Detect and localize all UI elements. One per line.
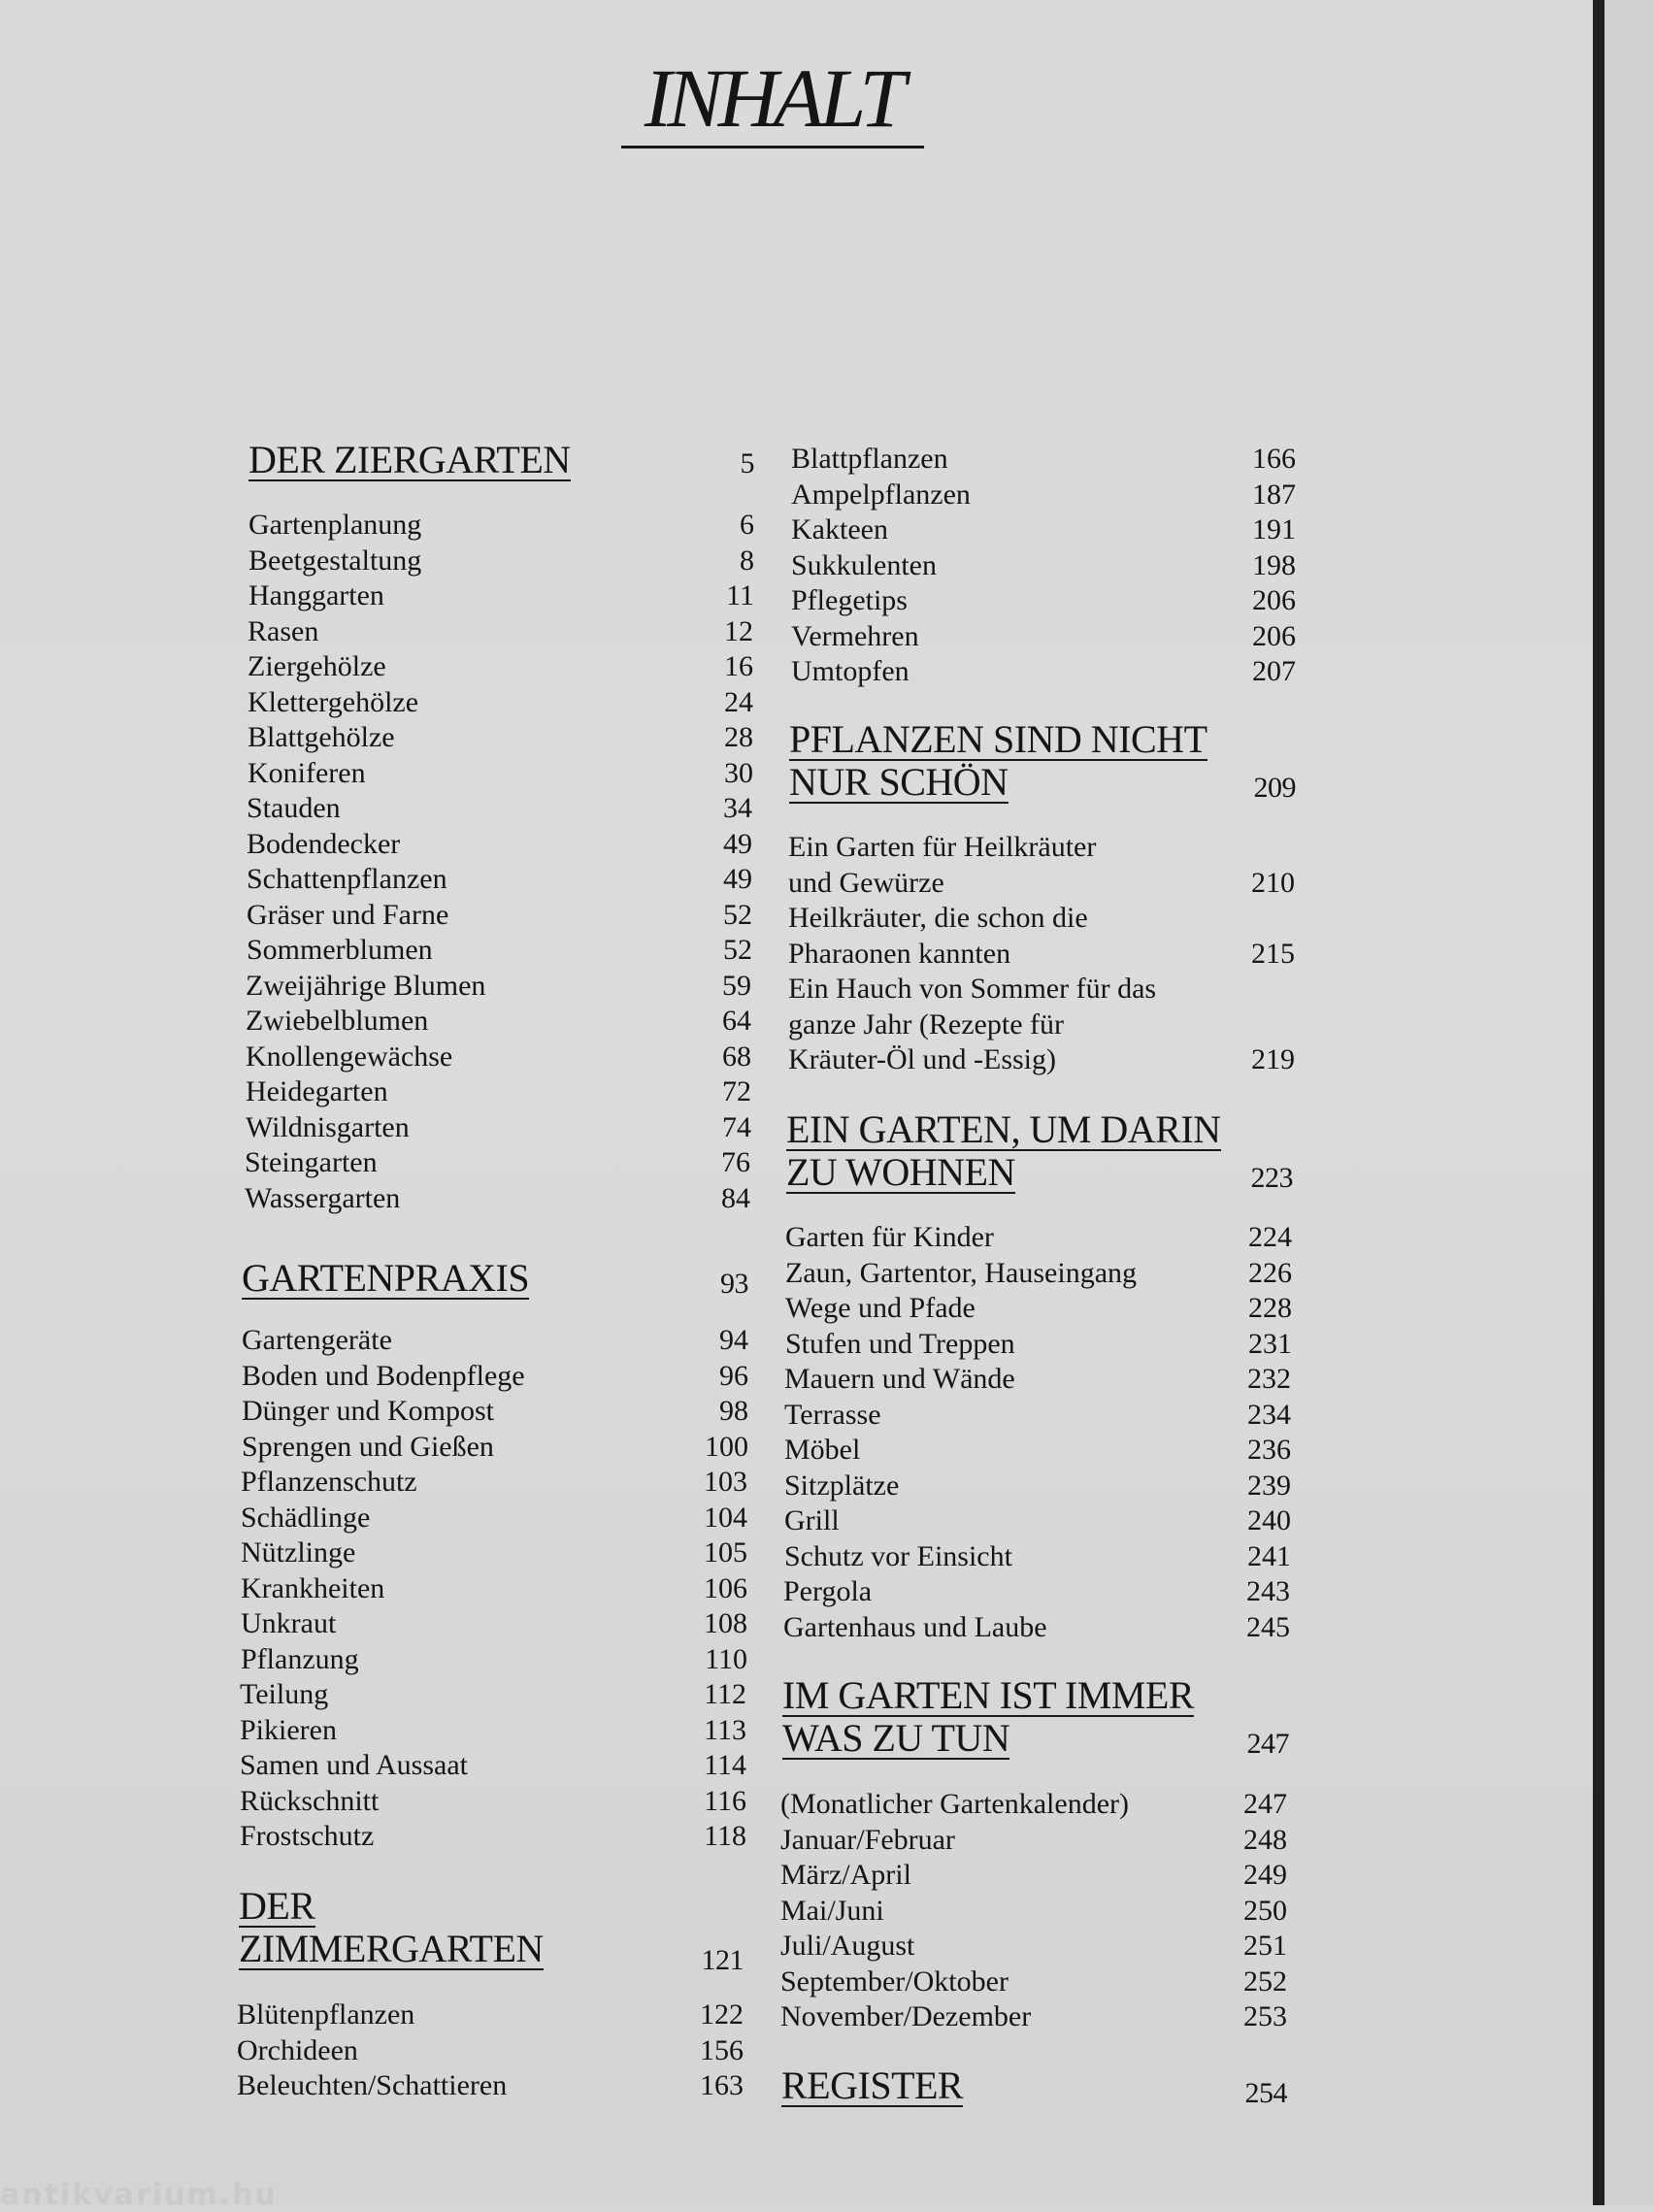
section-heading-line: EIN GARTEN, UM DARIN: [786, 1107, 1221, 1151]
entry-page-number: 232: [1247, 1363, 1291, 1395]
section-heading-line: WAS ZU TUN: [782, 1716, 1010, 1760]
entry-page-number: 52: [723, 934, 752, 966]
entry-title: Frostschutz: [240, 1820, 375, 1852]
section-heading-line: DER: [239, 1884, 315, 1928]
entry-page-number: 49: [723, 827, 752, 860]
entry-page-number: 8: [740, 544, 754, 577]
entry-title: Bodendecker: [247, 827, 401, 860]
section-heading-line: DER ZIERGARTEN: [248, 438, 571, 481]
entry-title: Boden und Bodenpflege: [242, 1359, 525, 1392]
entry-title: Zwiebelblumen: [246, 1005, 429, 1037]
entry-title: Schädlinge: [241, 1501, 371, 1534]
entry-title: Mai/Juni: [780, 1894, 884, 1927]
entry-title: Schattenpflanzen: [247, 863, 447, 895]
entry-title: Blattgehölze: [248, 721, 395, 753]
entry-title: Knollengewächse: [246, 1040, 453, 1073]
entry-page-number: 239: [1247, 1469, 1291, 1502]
entry-title: Pergola: [783, 1575, 873, 1607]
section-heading-line: IM GARTEN IST IMMER: [782, 1673, 1195, 1717]
entry-page-number: 52: [723, 898, 752, 931]
entry-page-number: 100: [705, 1430, 748, 1463]
entry-title: Wassergarten: [245, 1181, 401, 1214]
entry-page-number: 206: [1252, 619, 1296, 652]
entry-page-number: 198: [1252, 548, 1296, 581]
entry-title: Pharaonen kannten: [788, 937, 1011, 970]
section-heading-line: PFLANZEN SIND NICHT: [789, 717, 1207, 761]
entry-page-number: 187: [1252, 478, 1296, 511]
entry-title: ganze Jahr (Rezepte für: [788, 1007, 1065, 1040]
entry-page-number: 76: [721, 1146, 750, 1178]
entry-title: Stufen und Treppen: [785, 1327, 1015, 1360]
entry-page-number: 245: [1246, 1610, 1290, 1643]
entry-page-number: 215: [1251, 937, 1295, 970]
entry-page-number: 59: [722, 969, 751, 1002]
entry-title: Möbel: [784, 1434, 861, 1466]
entry-page-number: 243: [1246, 1575, 1290, 1607]
entry-title: Ein Garten für Heilkräuter: [788, 831, 1097, 863]
entry-page-number: 207: [1252, 655, 1296, 687]
entry-title: Beetgestaltung: [248, 544, 422, 577]
entry-title: Krankheiten: [241, 1571, 385, 1604]
entry-page-number: 49: [723, 863, 752, 895]
entry-title: Wege und Pfade: [785, 1292, 976, 1324]
entry-title: Unkraut: [241, 1607, 337, 1639]
entry-title: Pflegetips: [791, 584, 908, 616]
entry-page-number: 250: [1243, 1894, 1287, 1927]
entry-title: Kräuter-Öl und -Essig): [788, 1043, 1056, 1075]
entry-page-number: 240: [1247, 1504, 1291, 1536]
entry-title: Samen und Aussaat: [240, 1749, 468, 1781]
entry-title: Vermehren: [791, 619, 919, 652]
entry-title: Heilkräuter, die schon die: [788, 902, 1088, 934]
entry-page-number: 16: [724, 650, 753, 682]
entry-page-number: 84: [721, 1181, 750, 1214]
entry-page-number: 64: [722, 1005, 751, 1037]
section-page-number: 121: [701, 1944, 744, 1976]
entry-title: Terrasse: [784, 1398, 881, 1431]
entry-title: März/April: [780, 1859, 911, 1891]
entry-title: Blütenpflanzen: [237, 1998, 415, 2030]
entry-page-number: 108: [704, 1607, 747, 1639]
entry-page-number: 6: [740, 509, 754, 541]
entry-title: Gartenplanung: [248, 509, 422, 541]
entry-title: Umtopfen: [791, 655, 910, 687]
entry-title: Grill: [784, 1504, 840, 1536]
entry-page-number: 106: [704, 1571, 747, 1604]
entry-title: Hanggarten: [248, 579, 384, 611]
section-page-number: 223: [1250, 1162, 1293, 1194]
entry-title: Ziergehölze: [248, 650, 386, 682]
entry-title: Rasen: [248, 614, 319, 647]
entry-title: Beleuchten/Schattieren: [237, 2069, 508, 2101]
section-page-number: 209: [1253, 772, 1296, 804]
section-page-number: 5: [740, 447, 754, 479]
entry-title: Klettergehölze: [248, 685, 419, 718]
entry-title: Sprengen und Gießen: [242, 1430, 494, 1463]
entry-page-number: 206: [1252, 584, 1296, 616]
entry-page-number: 234: [1247, 1398, 1291, 1431]
entry-page-number: 74: [722, 1110, 751, 1143]
entry-title: Ampelpflanzen: [791, 478, 971, 511]
entry-title: (Monatlicher Gartenkalender): [780, 1788, 1129, 1820]
entry-page-number: 103: [704, 1466, 747, 1498]
section-heading-line: REGISTER: [781, 2063, 964, 2107]
entry-title: Pikieren: [240, 1713, 337, 1746]
entry-page-number: 122: [700, 1998, 744, 2030]
section-heading-line: NUR SCHÖN: [789, 760, 1009, 804]
entry-title: Mauern und Wände: [784, 1363, 1015, 1395]
entry-title: Januar/Februar: [780, 1823, 955, 1856]
entry-title: Sommerblumen: [247, 934, 433, 966]
entry-page-number: 166: [1252, 443, 1296, 475]
page-edge-shadow: [1604, 0, 1654, 2205]
entry-title: Gartengeräte: [242, 1324, 392, 1356]
entry-title: Zweijährige Blumen: [246, 969, 486, 1002]
entry-title: Nützlinge: [241, 1536, 356, 1568]
entry-page-number: 252: [1243, 1964, 1287, 1997]
entry-page-number: 156: [700, 2033, 744, 2066]
entry-page-number: 253: [1243, 2000, 1287, 2032]
entry-page-number: 226: [1248, 1256, 1292, 1289]
entry-title: Rückschnitt: [240, 1784, 380, 1817]
entry-page-number: 210: [1251, 866, 1295, 899]
section-heading: [239, 1884, 744, 1976]
entry-title: Kakteen: [791, 513, 888, 545]
section-heading: [789, 717, 1296, 804]
entry-page-number: 30: [724, 756, 753, 789]
section-heading-line: GARTENPRAXIS: [242, 1256, 530, 1300]
entry-title: Stauden: [247, 792, 341, 824]
entry-title: Garten für Kinder: [785, 1221, 994, 1253]
entry-title: Dünger und Kompost: [242, 1395, 494, 1427]
entry-page-number: 163: [700, 2069, 744, 2101]
section-heading-line: ZU WOHNEN: [786, 1150, 1015, 1194]
entry-title: Ein Hauch von Sommer für das: [788, 973, 1157, 1005]
entry-title: Teilung: [240, 1678, 329, 1710]
entry-page-number: 224: [1248, 1221, 1292, 1253]
section-page-number: 247: [1246, 1728, 1289, 1760]
entry-title: und Gewürze: [788, 866, 944, 899]
entry-page-number: 96: [719, 1359, 748, 1392]
section-heading-line: ZIMMERGARTEN: [239, 1927, 544, 1970]
entry-title: Sitzplätze: [784, 1469, 900, 1502]
entry-page-number: 249: [1243, 1859, 1287, 1891]
entry-page-number: 118: [704, 1820, 746, 1852]
section-heading: [786, 1107, 1293, 1194]
entry-page-number: 98: [719, 1395, 748, 1427]
entry-page-number: 114: [704, 1749, 746, 1781]
entry-page-number: 28: [724, 721, 753, 753]
entry-page-number: 94: [719, 1324, 748, 1356]
entry-title: Sukkulenten: [791, 548, 937, 581]
entry-title: Schutz vor Einsicht: [784, 1539, 1012, 1572]
entry-title: Steingarten: [245, 1146, 378, 1178]
entry-title: Heidegarten: [246, 1075, 388, 1107]
entry-page-number: 11: [726, 579, 754, 611]
entry-page-number: 113: [704, 1713, 746, 1746]
entry-page-number: 231: [1248, 1327, 1292, 1360]
entry-page-number: 241: [1247, 1539, 1291, 1572]
entry-title: Juli/August: [780, 1930, 915, 1962]
entry-title: Blattpflanzen: [791, 443, 948, 475]
entry-title: Wildnisgarten: [246, 1110, 410, 1143]
entry-title: Gartenhaus und Laube: [783, 1610, 1047, 1643]
entry-page-number: 191: [1252, 513, 1296, 545]
entry-page-number: 68: [722, 1040, 751, 1073]
entry-page-number: 219: [1251, 1043, 1295, 1075]
page-edge-line: [1593, 0, 1604, 2205]
entry-title: Zaun, Gartentor, Hauseingang: [785, 1256, 1138, 1289]
entry-page-number: 104: [704, 1501, 747, 1534]
entry-page-number: 251: [1243, 1930, 1287, 1962]
entry-page-number: 110: [705, 1642, 747, 1675]
entry-title: Orchideen: [237, 2033, 358, 2066]
entry-page-number: 116: [704, 1784, 746, 1817]
page-title: INHALT: [621, 56, 924, 149]
section-page-number: 254: [1244, 2077, 1287, 2109]
entry-page-number: 112: [704, 1678, 746, 1710]
watermark-text: antikvarium.hu: [0, 2178, 278, 2212]
entry-title: Pflanzung: [241, 1642, 359, 1675]
entry-title: Koniferen: [248, 756, 366, 789]
entry-page-number: 247: [1243, 1788, 1287, 1820]
section-heading: [242, 1256, 748, 1300]
section-heading: [248, 438, 754, 481]
entry-title: September/Oktober: [780, 1964, 1009, 1997]
entry-page-number: 105: [704, 1536, 747, 1568]
section-heading: [782, 1673, 1289, 1760]
entry-page-number: 24: [724, 685, 753, 718]
entry-title: Gräser und Farne: [247, 898, 449, 931]
entry-title: Pflanzenschutz: [241, 1466, 417, 1498]
entry-page-number: 34: [723, 792, 752, 824]
section-heading: [781, 2063, 1287, 2109]
entry-page-number: 12: [724, 614, 753, 647]
section-page-number: 93: [720, 1268, 748, 1300]
entry-page-number: 72: [722, 1075, 751, 1107]
entry-page-number: 236: [1247, 1434, 1291, 1466]
entry-page-number: 228: [1248, 1292, 1292, 1324]
entry-title: November/Dezember: [780, 2000, 1032, 2032]
entry-page-number: 248: [1243, 1823, 1287, 1856]
